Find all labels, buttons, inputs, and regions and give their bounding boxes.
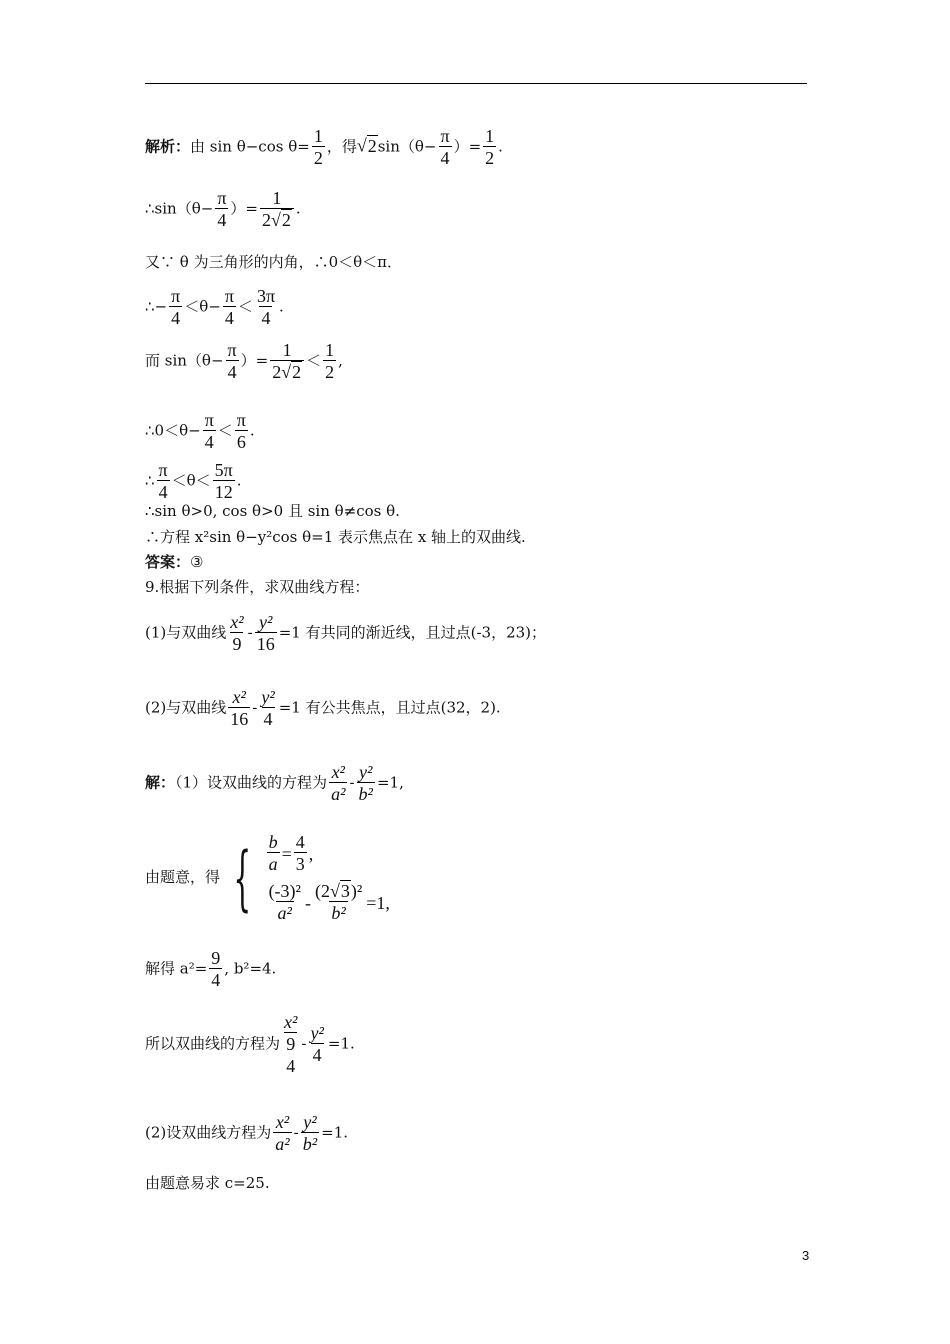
line-4: ∴− $\frac{\pi}{4}$ ＜θ− $\frac{\pi}{4}$ ＜ $\frac{3\pi}{4}$ . [145,286,284,328]
line-5: 而 sin（θ− $\frac{\pi}{4}$ ）= $\frac{1}{2√2}$ ＜ $\frac{1}{2}$ , [145,340,343,382]
solution-4: 所以双曲线的方程为 x² 9 4 - $\frac{\text{y²}}{4}$ =1. [145,1012,355,1076]
answer-value: ③ [190,553,204,571]
answer-label: 答案： [145,553,191,571]
question-9: 9.根据下列条件，求双曲线方程： [145,578,370,596]
header-rule [145,83,807,84]
line-7: ∴ $\frac{\pi}{4}$ ＜θ＜ $\frac{5\pi}{12}$ . [145,460,242,502]
question-9-2: (2)与双曲线 $\frac{\text{x²}}{16}$ - $\frac{\text{y²}}{4}$ =1 有公共焦点，且过点(32，2). [145,687,501,729]
solution-6: 由题意易求 c=25. [145,1174,270,1192]
solution-3: 解得 a²= $\frac{9}{4}$ , b²=4. [145,948,277,990]
solve-label: 解： [145,773,176,792]
line-8: ∴sin θ>0, cos θ>0 且 sin θ≠cos θ. [145,502,400,520]
line-3: 又∵ θ 为三角形的内角，∴0＜θ＜π． [145,253,403,271]
analysis-label: 解析： [145,137,191,156]
solution-system: 由题意，得 { b a = 4 3 , (-3)² a² - (2√3)² b² =1, [145,832,390,923]
solution-5: (2)设双曲线方程为 $\frac{\text{x²}}{\text{a²}}$ - $\frac{\text{y²}}{\text{b²}}$ =1. [145,1112,349,1154]
solution-1: 解：（1）设双曲线的方程为 $\frac{\text{x²}}{\text{a²}}$ - $\frac{\text{y²}}{\text{b²}}$ =1, [145,762,404,804]
line-analysis: 解析：由 sin θ−cos θ= $\frac{1}{2}$ ，得√2sin（θ− $\frac{\pi}{4}$ ）= $\frac{1}{2}$ . [145,126,503,168]
line-2: ∴sin（θ− $\frac{\pi}{4}$ ）= $\frac{1}{2√2}$ . [145,188,301,230]
line-answer [145,553,203,571]
question-9-1: (1)与双曲线 $\frac{\text{x²}}{9}$ - $\frac{\text{y²}}{16}$ =1 有共同的渐近线，且过点(-3，23)； [145,612,547,654]
page-number: 3 [802,1248,810,1263]
line-6: ∴0＜θ− $\frac{\pi}{4}$ ＜ $\frac{\pi}{6}$ . [145,410,255,452]
line-9: ∴方程 x²sin θ−y²cos θ=1 表示焦点在 x 轴上的双曲线. [145,528,526,546]
